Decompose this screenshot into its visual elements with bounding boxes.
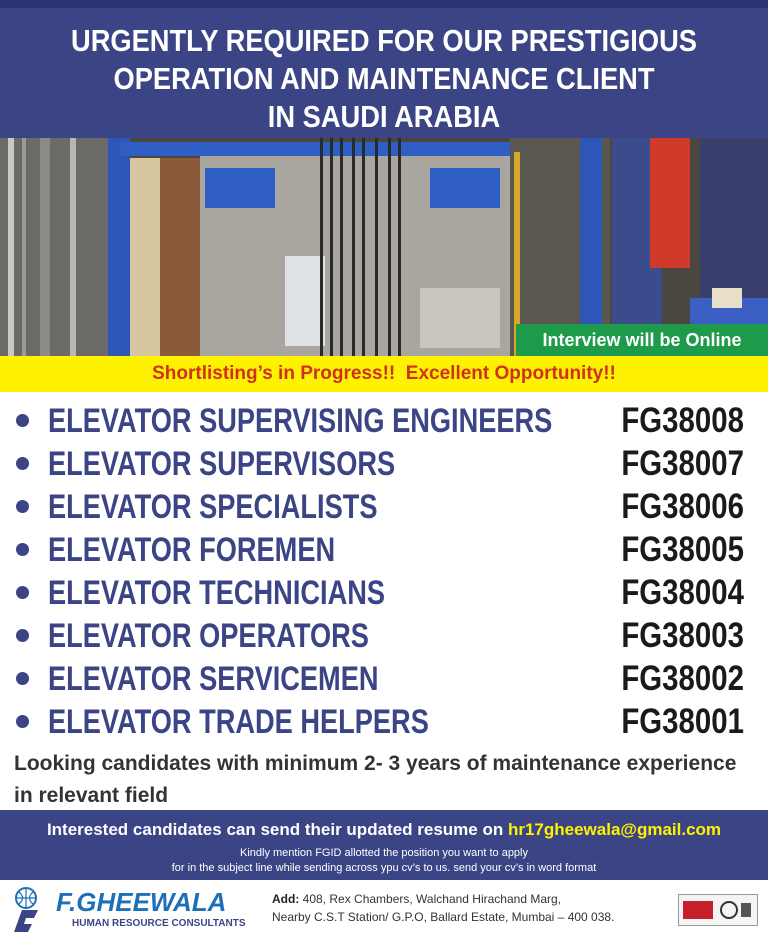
company-tagline: HUMAN RESOURCE CONSULTANTS <box>72 918 246 929</box>
job-title: ELEVATOR OPERATORS <box>48 617 369 655</box>
job-code: FG38006 <box>621 487 744 526</box>
job-title: ELEVATOR SUPERVISING ENGINEERS <box>48 402 553 440</box>
bullet-icon <box>16 500 29 513</box>
job-row <box>0 658 768 701</box>
job-row <box>0 443 768 486</box>
bullet-icon <box>16 414 29 427</box>
job-code: FG38003 <box>621 616 744 655</box>
job-title: ELEVATOR SPECIALISTS <box>48 488 378 526</box>
job-row <box>0 572 768 615</box>
address-label: Add: <box>272 892 300 906</box>
header-banner <box>0 0 768 138</box>
send-resume-label: Interested candidates can send their updated resume on <box>46 820 508 839</box>
email-link[interactable]: hr17gheewala@gmail.com <box>507 820 722 839</box>
header-line-1: URGENTLY REQUIRED FOR OUR PRESTIGIOUS <box>70 23 698 58</box>
job-code: FG38002 <box>621 659 744 698</box>
subject-note-line-2: for in the subject line while sending across ypu cv’s to us. send your cv’s in word format <box>171 862 597 874</box>
job-code: FG38005 <box>621 530 744 569</box>
subject-note-line-1: Kindly mention FGID allotted the position you want to apply <box>240 847 528 859</box>
job-row <box>0 701 768 744</box>
company-address <box>272 890 614 926</box>
job-row <box>0 486 768 529</box>
header-line-3: IN SAUDI ARABIA <box>267 99 501 134</box>
job-title: ELEVATOR TECHNICIANS <box>48 574 385 612</box>
company-footer <box>0 880 768 938</box>
job-code: FG38007 <box>621 444 744 483</box>
contact-band <box>0 810 768 880</box>
bullet-icon <box>16 457 29 470</box>
shortlist-banner: Shortlisting’s in Progress!! Excellent Opportunity!! <box>0 356 768 392</box>
job-row <box>0 529 768 572</box>
address-line-1: 408, Rex Chambers, Walchand Hirachand Marg, <box>299 892 562 906</box>
job-title: ELEVATOR TRADE HELPERS <box>48 703 429 741</box>
job-title: ELEVATOR SERVICEMEN <box>48 660 379 698</box>
job-code: FG38001 <box>621 702 744 741</box>
requirement-text: Looking candidates with minimum 2- 3 years of maintenance experience in relevant field <box>14 752 737 807</box>
job-title: ELEVATOR SUPERVISORS <box>48 445 396 483</box>
interview-online-badge: Interview will be Online <box>516 324 768 356</box>
bullet-icon <box>16 672 29 685</box>
company-name: F.GHEEWALA <box>56 887 227 917</box>
company-logo-icon <box>8 886 48 934</box>
job-code: FG38008 <box>621 401 744 440</box>
bullet-icon <box>16 543 29 556</box>
bullet-icon <box>16 715 29 728</box>
job-title: ELEVATOR FOREMEN <box>48 531 336 569</box>
job-row <box>0 400 768 443</box>
job-code: FG38004 <box>621 573 744 612</box>
job-list <box>0 400 768 744</box>
job-row <box>0 615 768 658</box>
certification-badge-icon <box>678 894 758 926</box>
header-line-2: OPERATION AND MAINTENANCE CLIENT <box>113 61 655 96</box>
bullet-icon <box>16 586 29 599</box>
bullet-icon <box>16 629 29 642</box>
address-line-2: Nearby C.S.T Station/ G.P.O, Ballard Estate, Mumbai – 400 038. <box>272 910 615 924</box>
send-resume-text <box>0 818 768 842</box>
